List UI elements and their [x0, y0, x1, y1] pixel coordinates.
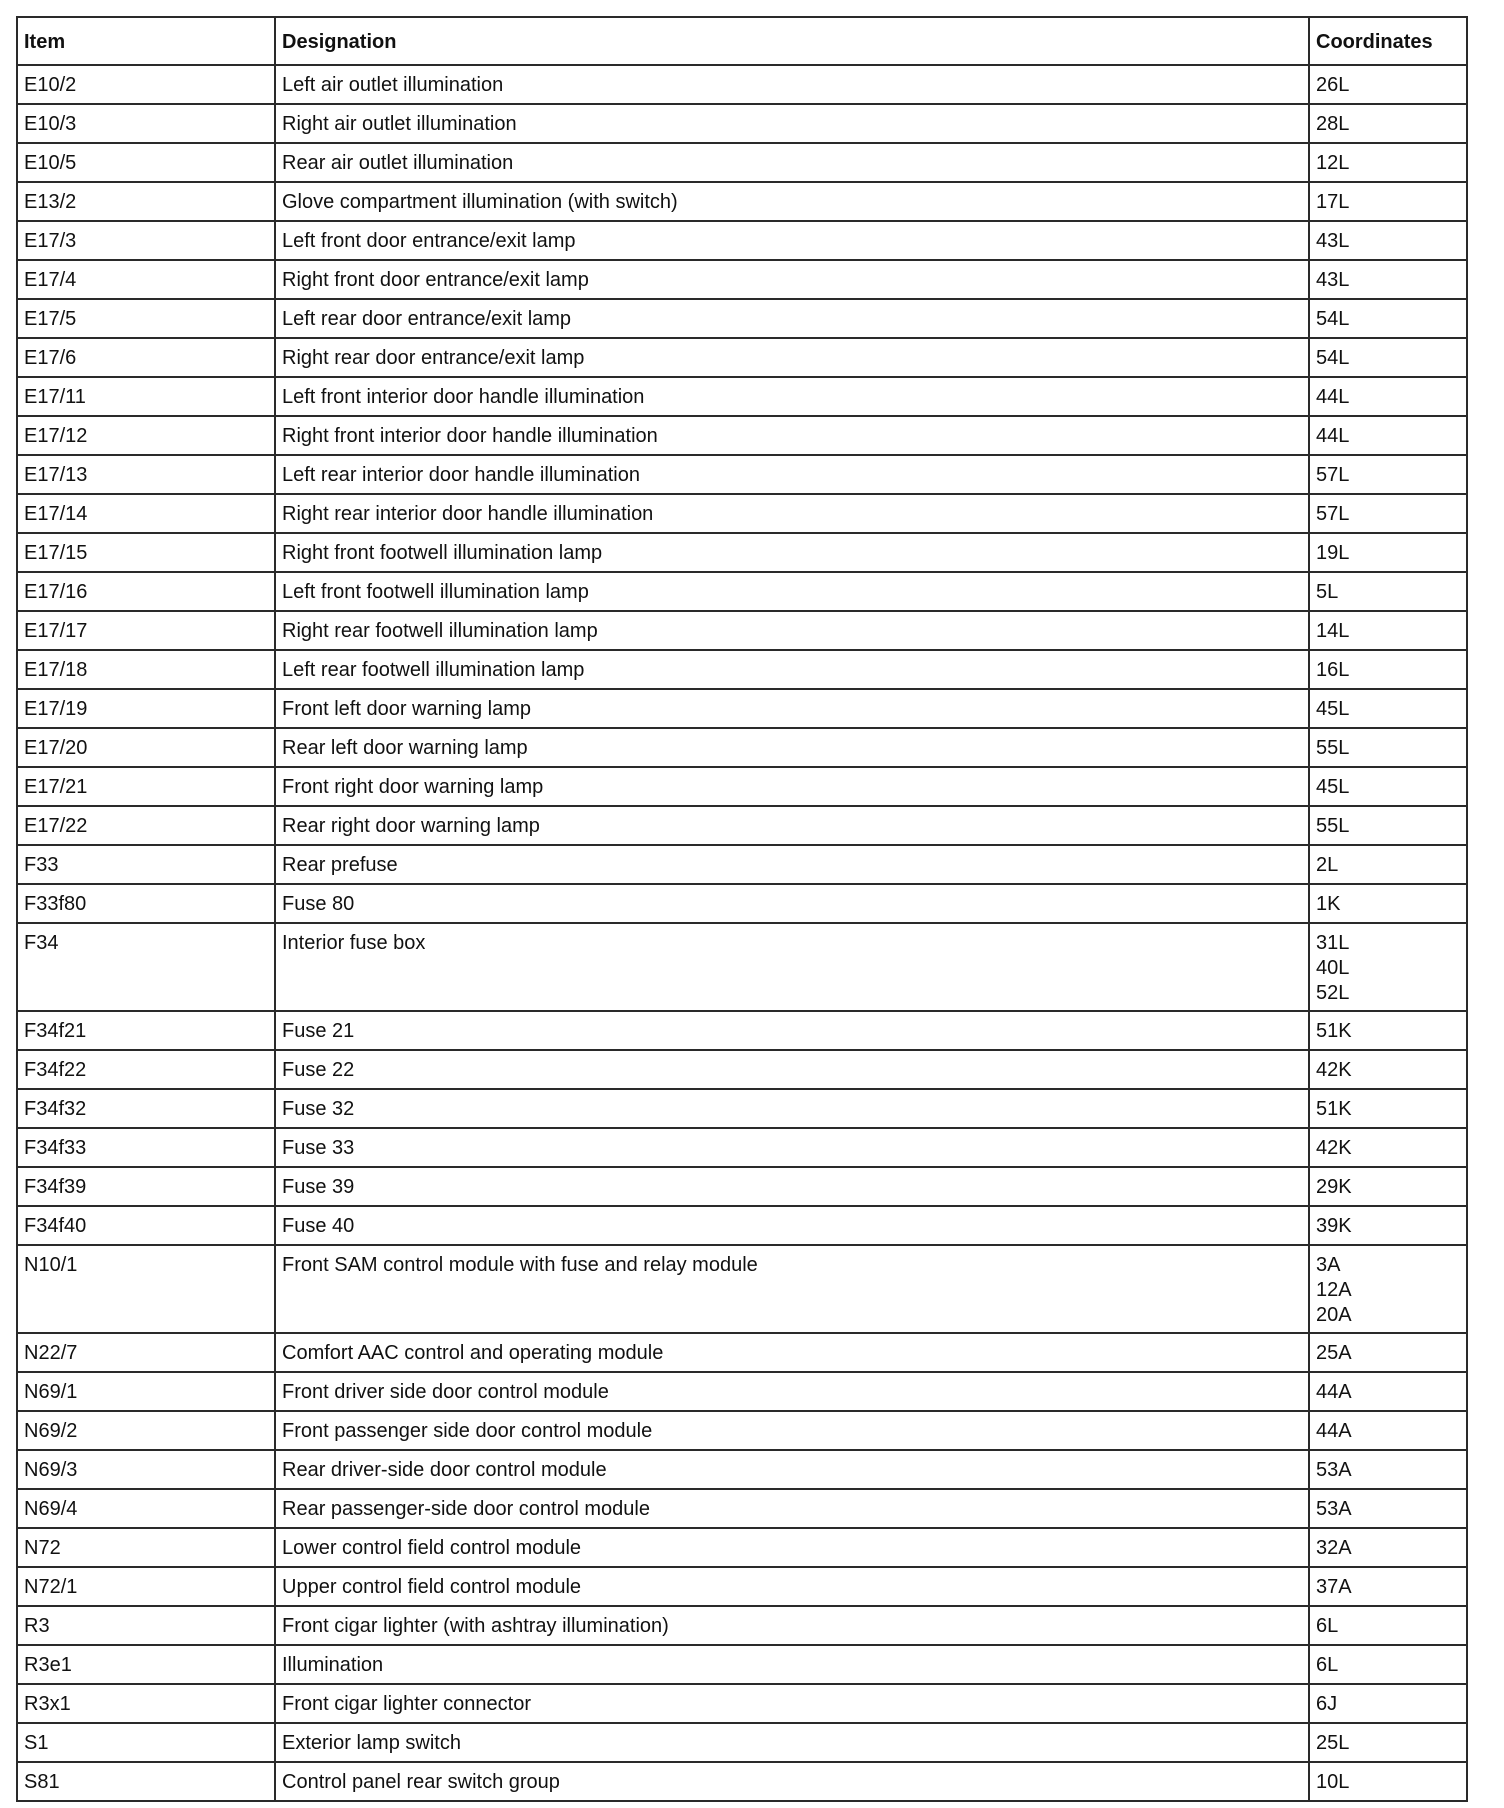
table-row	[17, 1684, 1467, 1723]
column-header-designation: Designation	[275, 17, 1309, 65]
coordinates-cell	[1309, 221, 1467, 260]
table-row	[17, 1011, 1467, 1050]
table-row	[17, 1645, 1467, 1684]
table-row	[17, 923, 1467, 1011]
coordinates-cell	[1309, 728, 1467, 767]
item-cell: R3	[17, 1606, 275, 1645]
item-cell: F33	[17, 845, 275, 884]
table-body	[17, 65, 1467, 1801]
coordinate-value: 57L	[1316, 464, 1350, 486]
item-cell: F34	[17, 923, 275, 1011]
designation-cell: Left front door entrance/exit lamp	[275, 221, 1309, 260]
coordinates-cell	[1309, 1089, 1467, 1128]
table-row	[17, 689, 1467, 728]
designation-cell: Left rear interior door handle illumination	[275, 455, 1309, 494]
header-row	[17, 17, 1467, 65]
table-row	[17, 1089, 1467, 1128]
designation-cell: Comfort AAC control and operating module	[275, 1333, 1309, 1372]
coordinates-cell	[1309, 143, 1467, 182]
designation-cell: Fuse 32	[275, 1089, 1309, 1128]
table-row	[17, 104, 1467, 143]
coordinate-value: 6J	[1316, 1693, 1338, 1715]
coordinates-cell	[1309, 1450, 1467, 1489]
item-cell: E17/19	[17, 689, 275, 728]
designation-cell: Right air outlet illumination	[275, 104, 1309, 143]
coordinate-value: 10L	[1316, 1771, 1350, 1793]
item-cell: E17/22	[17, 806, 275, 845]
designation-cell: Front left door warning lamp	[275, 689, 1309, 728]
coordinate-value: 6L	[1316, 1615, 1339, 1637]
designation-cell: Front driver side door control module	[275, 1372, 1309, 1411]
coordinate-value: 37A	[1316, 1576, 1352, 1598]
coordinate-value: 54L	[1316, 347, 1350, 369]
designation-cell: Rear left door warning lamp	[275, 728, 1309, 767]
coordinates-cell	[1309, 1411, 1467, 1450]
component-table	[16, 16, 1468, 1802]
table-row	[17, 611, 1467, 650]
table-row	[17, 1489, 1467, 1528]
coordinate-value: 26L	[1316, 74, 1350, 96]
coordinate-value: 44L	[1316, 386, 1350, 408]
coordinate-value: 12A	[1316, 1279, 1352, 1301]
coordinates-cell	[1309, 1050, 1467, 1089]
designation-cell: Illumination	[275, 1645, 1309, 1684]
designation-cell: Right rear interior door handle illumination	[275, 494, 1309, 533]
item-cell: E17/12	[17, 416, 275, 455]
coordinate-value: 52L	[1316, 982, 1350, 1004]
coordinate-value: 43L	[1316, 230, 1350, 252]
coordinates-cell	[1309, 1206, 1467, 1245]
coordinates-cell	[1309, 1372, 1467, 1411]
item-cell: F34f40	[17, 1206, 275, 1245]
table-header	[17, 17, 1467, 65]
table-row	[17, 806, 1467, 845]
item-cell: E17/21	[17, 767, 275, 806]
coordinate-value: 25A	[1316, 1342, 1352, 1364]
table-row	[17, 767, 1467, 806]
table-row	[17, 377, 1467, 416]
table-row	[17, 1411, 1467, 1450]
item-cell: N10/1	[17, 1245, 275, 1333]
designation-cell: Front cigar lighter (with ashtray illumination)	[275, 1606, 1309, 1645]
coordinate-value: 53A	[1316, 1498, 1352, 1520]
table-row	[17, 65, 1467, 104]
component-table-sheet	[16, 16, 1466, 1802]
table-row	[17, 1372, 1467, 1411]
designation-cell: Rear right door warning lamp	[275, 806, 1309, 845]
coordinate-value: 5L	[1316, 581, 1339, 603]
item-cell: N69/4	[17, 1489, 275, 1528]
item-cell: N69/1	[17, 1372, 275, 1411]
item-cell: F34f33	[17, 1128, 275, 1167]
coordinate-value: 31L	[1316, 932, 1350, 954]
coordinate-value: 2L	[1316, 854, 1339, 876]
coordinates-cell	[1309, 845, 1467, 884]
coordinates-cell	[1309, 1684, 1467, 1723]
item-cell: F34f32	[17, 1089, 275, 1128]
table-row	[17, 221, 1467, 260]
item-cell: S1	[17, 1723, 275, 1762]
coordinate-value: 16L	[1316, 659, 1350, 681]
item-cell: E17/14	[17, 494, 275, 533]
item-cell: F34f21	[17, 1011, 275, 1050]
designation-cell: Fuse 21	[275, 1011, 1309, 1050]
designation-cell: Right front door entrance/exit lamp	[275, 260, 1309, 299]
table-row	[17, 143, 1467, 182]
coordinates-cell	[1309, 923, 1467, 1011]
column-header-coordinates: Coordinates	[1309, 17, 1467, 65]
coordinates-cell	[1309, 1567, 1467, 1606]
coordinate-value: 39K	[1316, 1215, 1352, 1237]
designation-cell: Left air outlet illumination	[275, 65, 1309, 104]
coordinates-cell	[1309, 572, 1467, 611]
designation-cell: Fuse 33	[275, 1128, 1309, 1167]
item-cell: F34f39	[17, 1167, 275, 1206]
coordinates-cell	[1309, 455, 1467, 494]
item-cell: N22/7	[17, 1333, 275, 1372]
coordinate-value: 55L	[1316, 737, 1350, 759]
coordinate-value: 51K	[1316, 1020, 1352, 1042]
designation-cell: Left front footwell illumination lamp	[275, 572, 1309, 611]
coordinate-value: 1K	[1316, 893, 1341, 915]
coordinates-cell	[1309, 689, 1467, 728]
item-cell: E17/18	[17, 650, 275, 689]
item-cell: E17/20	[17, 728, 275, 767]
table-row	[17, 416, 1467, 455]
coordinate-value: 32A	[1316, 1537, 1352, 1559]
coordinate-value: 45L	[1316, 698, 1350, 720]
coordinates-cell	[1309, 611, 1467, 650]
coordinate-value: 28L	[1316, 113, 1350, 135]
designation-cell: Control panel rear switch group	[275, 1762, 1309, 1801]
table-row	[17, 650, 1467, 689]
coordinate-value: 42K	[1316, 1137, 1352, 1159]
designation-cell: Upper control field control module	[275, 1567, 1309, 1606]
designation-cell: Fuse 22	[275, 1050, 1309, 1089]
item-cell: N69/2	[17, 1411, 275, 1450]
coordinates-cell	[1309, 806, 1467, 845]
designation-cell: Interior fuse box	[275, 923, 1309, 1011]
table-row	[17, 1050, 1467, 1089]
designation-cell: Rear prefuse	[275, 845, 1309, 884]
coordinate-value: 12L	[1316, 152, 1350, 174]
coordinate-value: 17L	[1316, 191, 1350, 213]
item-cell: N72/1	[17, 1567, 275, 1606]
item-cell: E10/5	[17, 143, 275, 182]
coordinate-value: 6L	[1316, 1654, 1339, 1676]
coordinate-value: 40L	[1316, 957, 1350, 979]
table-row	[17, 845, 1467, 884]
coordinate-value: 54L	[1316, 308, 1350, 330]
table-row	[17, 1723, 1467, 1762]
coordinate-value: 3A	[1316, 1254, 1341, 1276]
item-cell: E13/2	[17, 182, 275, 221]
item-cell: E17/5	[17, 299, 275, 338]
table-row	[17, 182, 1467, 221]
coordinates-cell	[1309, 377, 1467, 416]
table-row	[17, 572, 1467, 611]
designation-cell: Lower control field control module	[275, 1528, 1309, 1567]
table-row	[17, 728, 1467, 767]
coordinates-cell	[1309, 1489, 1467, 1528]
item-cell: F33f80	[17, 884, 275, 923]
coordinate-value: 43L	[1316, 269, 1350, 291]
item-cell: N69/3	[17, 1450, 275, 1489]
table-row	[17, 1450, 1467, 1489]
designation-cell: Fuse 40	[275, 1206, 1309, 1245]
item-cell: E10/2	[17, 65, 275, 104]
table-row	[17, 1762, 1467, 1801]
designation-cell: Left front interior door handle illumination	[275, 377, 1309, 416]
designation-cell: Rear air outlet illumination	[275, 143, 1309, 182]
table-row	[17, 1128, 1467, 1167]
table-row	[17, 1333, 1467, 1372]
coordinates-cell	[1309, 767, 1467, 806]
coordinates-cell	[1309, 533, 1467, 572]
item-cell: E10/3	[17, 104, 275, 143]
table-row	[17, 260, 1467, 299]
coordinate-value: 45L	[1316, 776, 1350, 798]
coordinate-value: 20A	[1316, 1304, 1352, 1326]
coordinates-cell	[1309, 1762, 1467, 1801]
coordinates-cell	[1309, 104, 1467, 143]
coordinates-cell	[1309, 260, 1467, 299]
table-row	[17, 884, 1467, 923]
column-header-item: Item	[17, 17, 275, 65]
item-cell: S81	[17, 1762, 275, 1801]
table-row	[17, 1206, 1467, 1245]
coordinates-cell	[1309, 299, 1467, 338]
item-cell: E17/16	[17, 572, 275, 611]
coordinate-value: 29K	[1316, 1176, 1352, 1198]
coordinate-value: 44L	[1316, 425, 1350, 447]
designation-cell: Right front interior door handle illumination	[275, 416, 1309, 455]
coordinates-cell	[1309, 1723, 1467, 1762]
item-cell: R3e1	[17, 1645, 275, 1684]
designation-cell: Rear driver-side door control module	[275, 1450, 1309, 1489]
coordinate-value: 57L	[1316, 503, 1350, 525]
item-cell: E17/13	[17, 455, 275, 494]
designation-cell: Rear passenger-side door control module	[275, 1489, 1309, 1528]
coordinates-cell	[1309, 1645, 1467, 1684]
designation-cell: Right rear footwell illumination lamp	[275, 611, 1309, 650]
coordinates-cell	[1309, 182, 1467, 221]
designation-cell: Exterior lamp switch	[275, 1723, 1309, 1762]
item-cell: E17/17	[17, 611, 275, 650]
designation-cell: Left rear footwell illumination lamp	[275, 650, 1309, 689]
table-row	[17, 299, 1467, 338]
coordinate-value: 42K	[1316, 1059, 1352, 1081]
designation-cell: Fuse 80	[275, 884, 1309, 923]
item-cell: R3x1	[17, 1684, 275, 1723]
table-row	[17, 494, 1467, 533]
table-row	[17, 1567, 1467, 1606]
table-row	[17, 1528, 1467, 1567]
coordinates-cell	[1309, 1128, 1467, 1167]
table-row	[17, 1606, 1467, 1645]
coordinate-value: 25L	[1316, 1732, 1350, 1754]
coordinate-value: 44A	[1316, 1420, 1352, 1442]
item-cell: E17/11	[17, 377, 275, 416]
coordinates-cell	[1309, 1333, 1467, 1372]
coordinates-cell	[1309, 494, 1467, 533]
coordinate-value: 44A	[1316, 1381, 1352, 1403]
table-row	[17, 338, 1467, 377]
designation-cell: Right rear door entrance/exit lamp	[275, 338, 1309, 377]
coordinate-value: 19L	[1316, 542, 1350, 564]
designation-cell: Front right door warning lamp	[275, 767, 1309, 806]
coordinates-cell	[1309, 1528, 1467, 1567]
designation-cell: Left rear door entrance/exit lamp	[275, 299, 1309, 338]
designation-cell: Front cigar lighter connector	[275, 1684, 1309, 1723]
item-cell: E17/3	[17, 221, 275, 260]
coordinates-cell	[1309, 1011, 1467, 1050]
designation-cell: Glove compartment illumination (with switch)	[275, 182, 1309, 221]
item-cell: E17/6	[17, 338, 275, 377]
coordinate-value: 53A	[1316, 1459, 1352, 1481]
designation-cell: Front SAM control module with fuse and relay module	[275, 1245, 1309, 1333]
coordinate-value: 55L	[1316, 815, 1350, 837]
designation-cell: Right front footwell illumination lamp	[275, 533, 1309, 572]
coordinates-cell	[1309, 884, 1467, 923]
item-cell: E17/4	[17, 260, 275, 299]
coordinates-cell	[1309, 1167, 1467, 1206]
item-cell: N72	[17, 1528, 275, 1567]
table-row	[17, 533, 1467, 572]
coordinates-cell	[1309, 1606, 1467, 1645]
table-row	[17, 1245, 1467, 1333]
item-cell: F34f22	[17, 1050, 275, 1089]
designation-cell: Fuse 39	[275, 1167, 1309, 1206]
coordinates-cell	[1309, 65, 1467, 104]
table-row	[17, 455, 1467, 494]
table-row	[17, 1167, 1467, 1206]
designation-cell: Front passenger side door control module	[275, 1411, 1309, 1450]
coordinates-cell	[1309, 1245, 1467, 1333]
coordinate-value: 51K	[1316, 1098, 1352, 1120]
coordinates-cell	[1309, 416, 1467, 455]
coordinates-cell	[1309, 650, 1467, 689]
coordinate-value: 14L	[1316, 620, 1350, 642]
item-cell: E17/15	[17, 533, 275, 572]
coordinates-cell	[1309, 338, 1467, 377]
